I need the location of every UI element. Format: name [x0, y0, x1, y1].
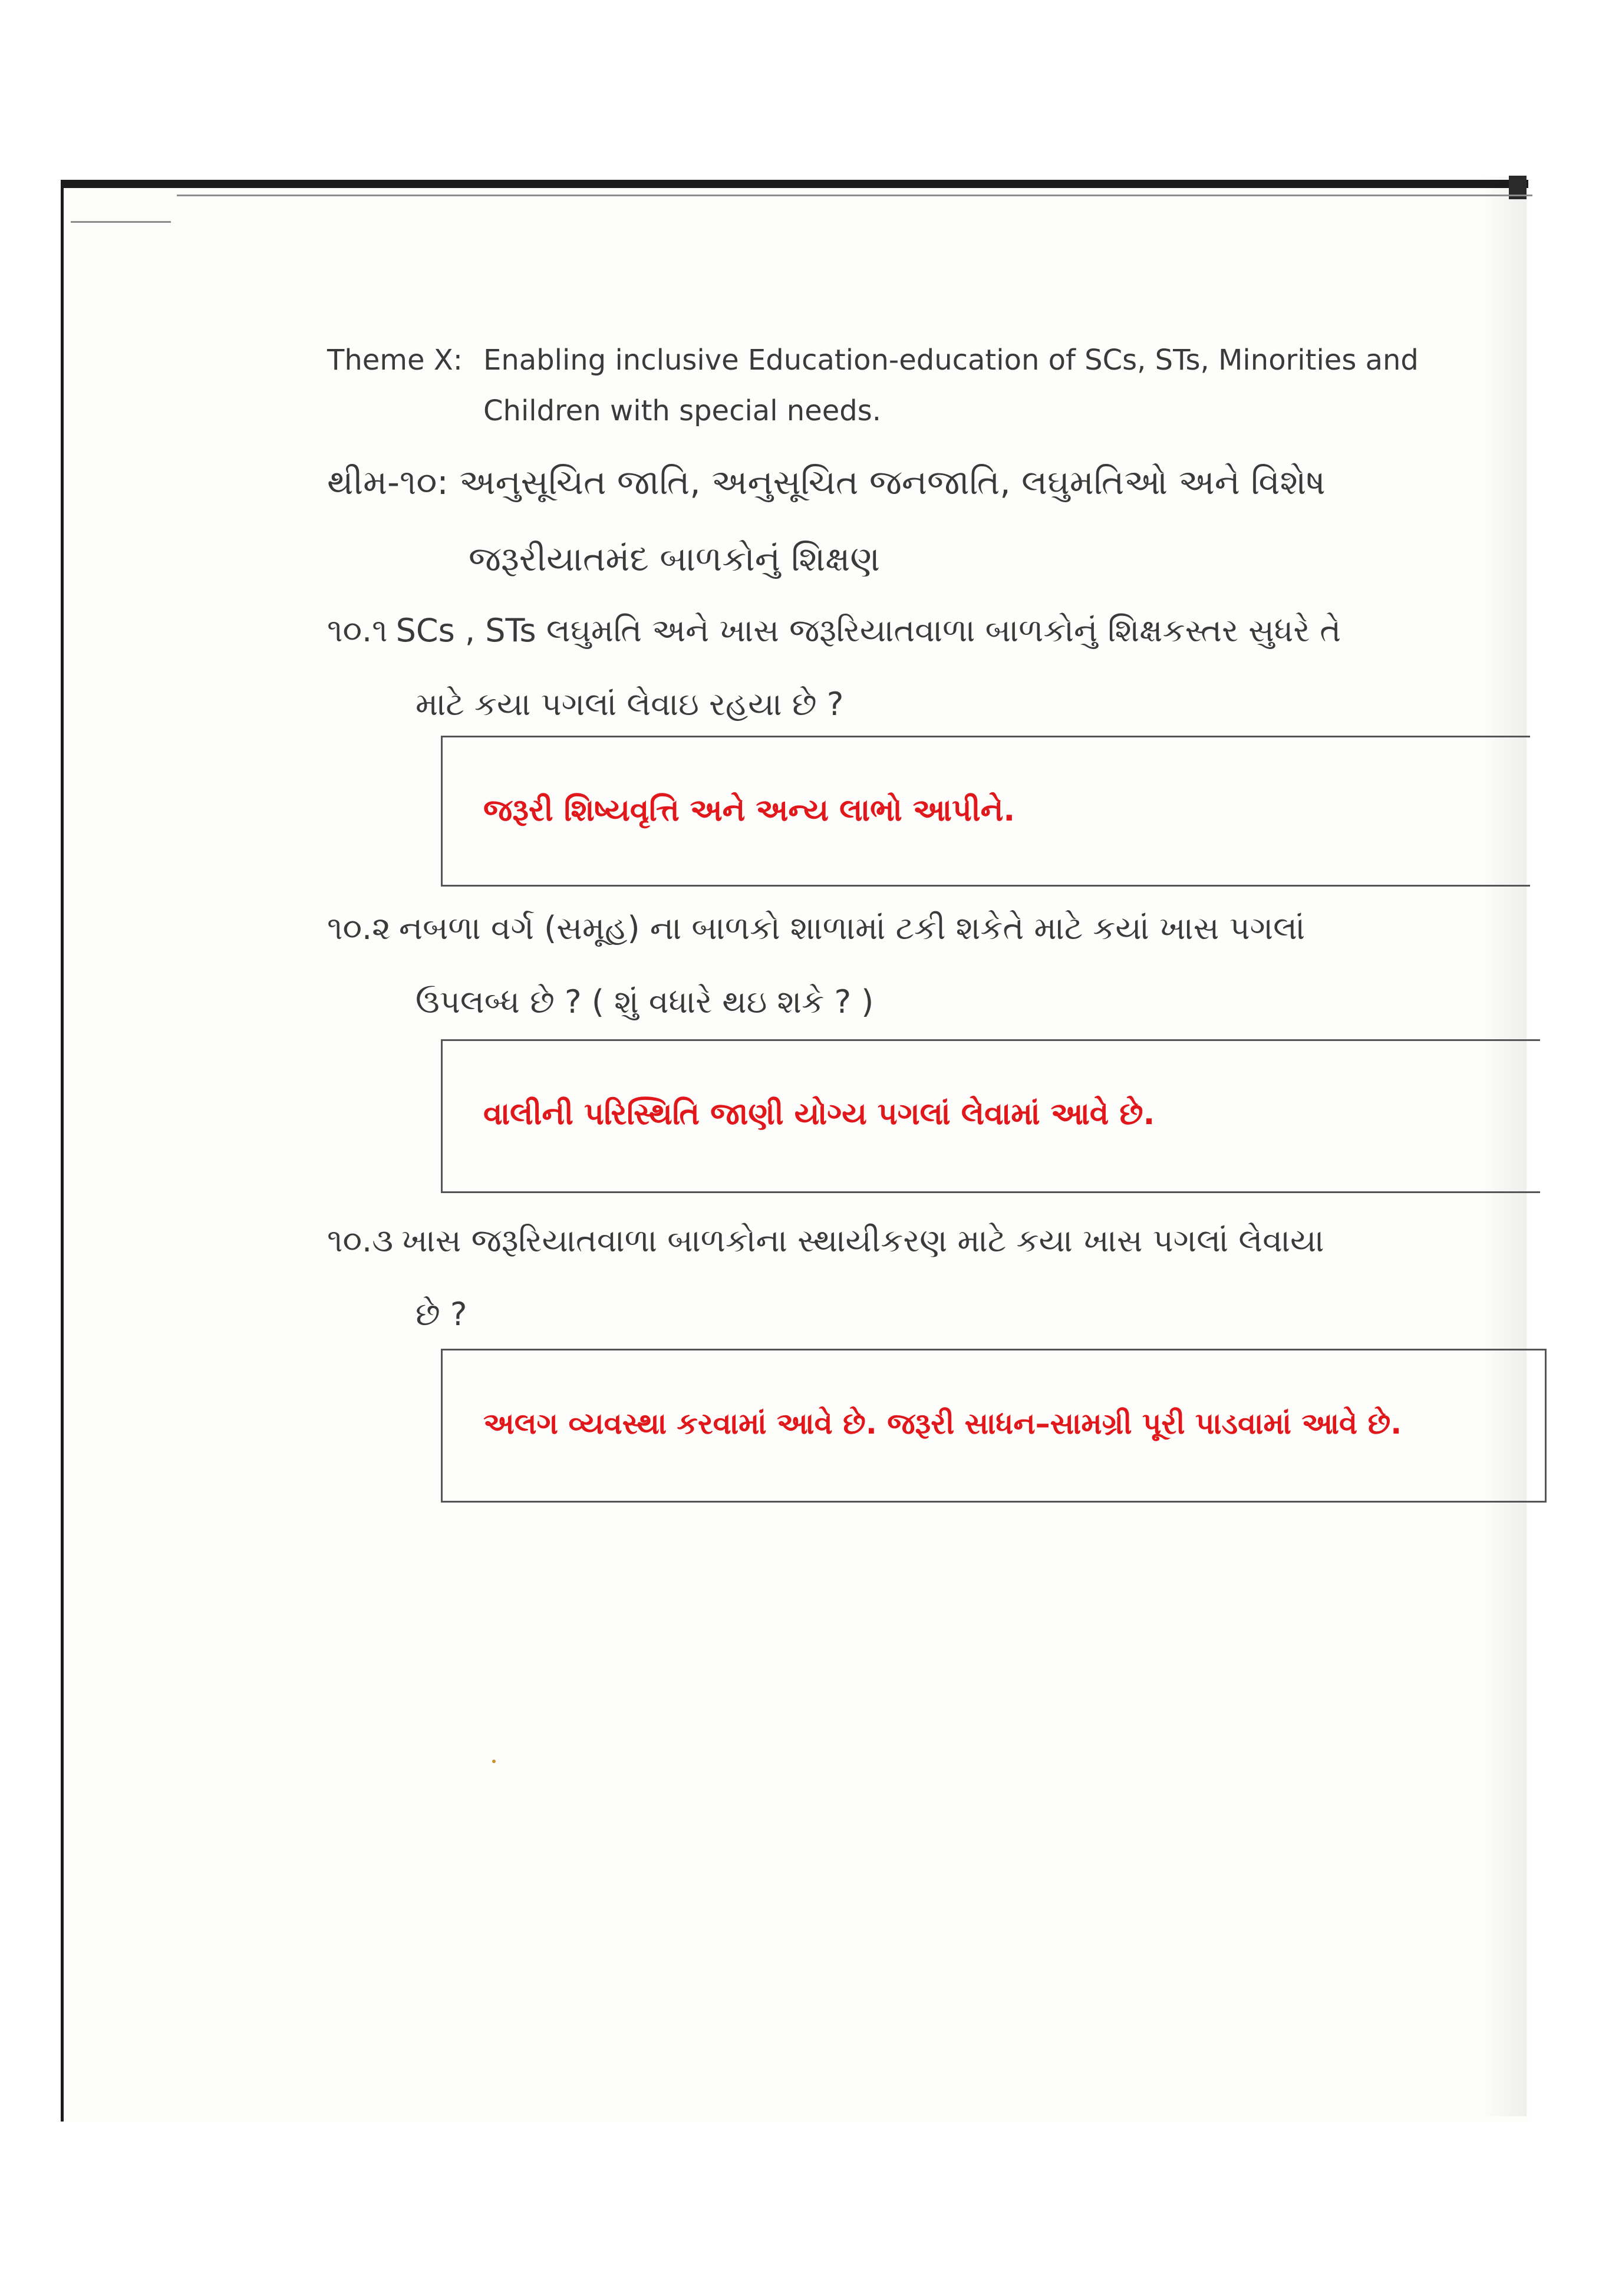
fold-line	[177, 195, 1532, 196]
theme-gujarati-line2: જરૂરીયાતમંદ બાળકોનું શિક્ષણ	[469, 539, 880, 579]
fold-line-short	[71, 221, 171, 223]
theme-english-line1: Enabling inclusive Education-education of SCs, STs, Minorities and	[483, 344, 1419, 377]
question-text: ખાસ જરૂરિયાતવાળા બાળકોના સ્થાયીકરણ માટે કયા ખાસ પગલાં લેવાયા	[401, 1222, 1324, 1259]
question-number: ૧૦.૨	[327, 910, 391, 947]
answer-10-1: જરૂરી શિષ્યવૃત્તિ અને અન્ય લાભો આપીને.	[483, 793, 1016, 828]
theme-english-heading	[327, 335, 1479, 436]
question-10-1-continuation: માટે કયા પગલાં લેવાઇ રહયા છે ?	[416, 686, 844, 723]
theme-label: Theme X:	[327, 344, 463, 377]
scan-speck	[492, 1760, 496, 1763]
theme-gujarati-line1: થીમ-૧૦: અનુસૂચિત જાતિ, અનુસૂચિત જનજાતિ, લઘુમતિઓ અને વિશેષ	[327, 462, 1326, 502]
question-10-1	[327, 607, 1341, 654]
question-10-2-continuation: ઉપલબ્ધ છે ? ( શું વધારે થઇ શકે ? )	[416, 983, 874, 1020]
question-10-3	[327, 1217, 1324, 1264]
question-text: SCs , STs લઘુમતિ અને ખાસ જરૂરિયાતવાળા બાળકોનું શિક્ષકસ્તર સુધરે તે	[395, 612, 1341, 649]
question-10-2	[327, 905, 1305, 952]
answer-10-3: અલગ વ્યવસ્થા કરવામાં આવે છે. જરૂરી સાધન–સામગ્રી પૂરી પાડવામાં આવે છે.	[483, 1406, 1402, 1441]
theme-english-line2: Children with special needs.	[483, 394, 882, 427]
question-10-3-continuation: છે ?	[416, 1296, 467, 1333]
answer-10-2: વાલીની પરિસ્થિતિ જાણી યોગ્ય પગલાં લેવામાં આવે છે.	[483, 1096, 1155, 1132]
question-number: ૧૦.૧	[327, 612, 388, 649]
question-text: નબળા વર્ગ (સમૂહ) ના બાળકો શાળામાં ટકી શકેતે માટે કયાં ખાસ પગલાં	[398, 910, 1305, 947]
question-number: ૧૦.૩	[327, 1222, 394, 1259]
